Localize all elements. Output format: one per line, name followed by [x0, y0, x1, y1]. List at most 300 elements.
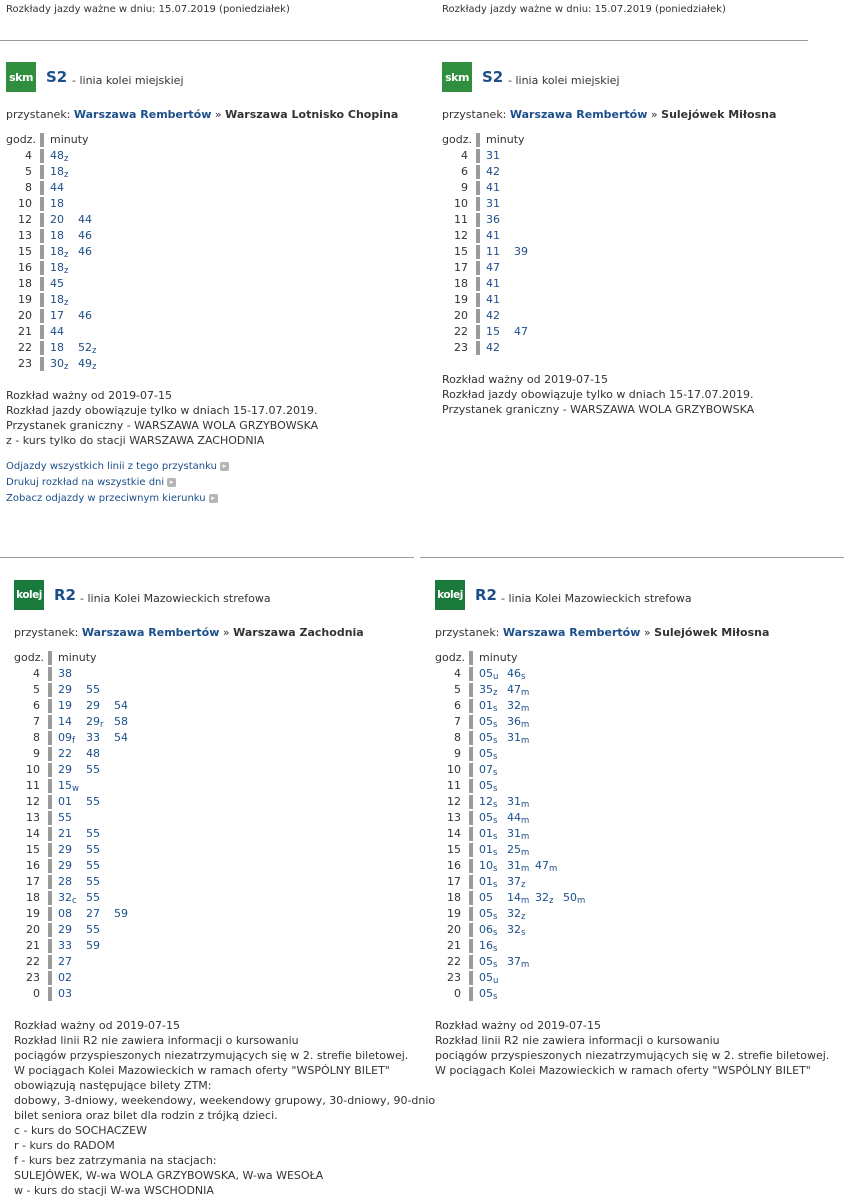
stop-from-link[interactable]: Warszawa Rembertów: [81, 626, 220, 639]
departure-minute-link[interactable]: [486, 292, 500, 308]
table-row: [435, 714, 840, 730]
departure-hour: 8: [454, 731, 461, 744]
line-header: [442, 62, 842, 94]
departure-minute-link[interactable]: [50, 196, 64, 212]
minute-value: 27: [86, 907, 100, 920]
departure-minute-link[interactable]: [86, 922, 100, 938]
table-header: [14, 650, 424, 666]
departure-minute-link[interactable]: [514, 244, 528, 260]
stop-to: Warszawa Lotnisko Chopina: [225, 108, 399, 121]
minute-value: 32: [507, 699, 521, 712]
departure-minute-link[interactable]: [86, 746, 100, 762]
minute-column-header: minuty: [50, 133, 89, 146]
stop-to: Sulejówek Miłosna: [654, 626, 770, 639]
table-row: [435, 986, 840, 1002]
minute-mark: z: [64, 250, 69, 260]
departure-minute-link[interactable]: [86, 698, 100, 714]
stop-from-link[interactable]: Warszawa Rembertów: [73, 108, 212, 121]
departure-minute-link[interactable]: [78, 212, 92, 228]
minute-value: 46: [78, 245, 92, 258]
departure-hour: 8: [25, 181, 32, 194]
minute-value: 41: [486, 229, 500, 242]
departure-minute-link[interactable]: [58, 954, 72, 970]
departure-minute-link[interactable]: [50, 308, 64, 324]
validity-notice-right: Rozkłady jazdy ważne w dniu: 15.07.2019 (poniedziałek): [442, 4, 726, 15]
action-link[interactable]: Zobacz odjazdy w przeciwnym kierunku: [6, 493, 206, 504]
departure-hour: 8: [33, 731, 40, 744]
departure-minute-link[interactable]: [479, 698, 497, 715]
line-description: - linia Kolei Mazowieckich strefowa: [501, 592, 692, 605]
departure-hour: 20: [26, 923, 40, 936]
table-row: [14, 778, 424, 794]
divider-middle-left: [0, 557, 414, 558]
departure-minute-link[interactable]: [486, 244, 500, 260]
column-separator: [469, 875, 473, 889]
departure-minute-link[interactable]: [479, 938, 497, 955]
table-row: [435, 922, 840, 938]
column-separator: [469, 715, 473, 729]
column-separator: [469, 699, 473, 713]
column-separator: [40, 181, 44, 195]
column-separator: [476, 261, 480, 275]
departure-minute-link[interactable]: [479, 826, 497, 843]
departure-minute-link[interactable]: [507, 890, 529, 907]
departure-minute-link[interactable]: [479, 986, 497, 1003]
minute-value: 29: [86, 699, 100, 712]
departure-minute-link[interactable]: [486, 212, 500, 228]
column-separator: [469, 971, 473, 985]
minute-mark: m: [521, 800, 530, 810]
minute-value: 06: [479, 923, 493, 936]
departure-minute-link[interactable]: [479, 666, 498, 683]
departure-minute-link[interactable]: [507, 730, 529, 747]
departure-minute-link[interactable]: [86, 874, 100, 890]
minute-mark: z: [92, 346, 97, 356]
minute-value: 09: [58, 731, 72, 744]
minute-value: 52: [78, 341, 92, 354]
departure-minute-link[interactable]: [479, 970, 498, 987]
table-row: [435, 954, 840, 970]
departure-minute-link[interactable]: [78, 308, 92, 324]
minute-value: 44: [507, 811, 521, 824]
departure-minute-link[interactable]: [507, 698, 529, 715]
departure-minute-link[interactable]: [86, 794, 100, 810]
stop-label: przystanek:: [435, 626, 500, 639]
departure-minute-link[interactable]: [507, 794, 529, 811]
departure-minute-link[interactable]: [507, 906, 525, 923]
table-row: [14, 986, 424, 1002]
departure-minute-link[interactable]: [507, 714, 529, 731]
departure-minute-link[interactable]: [50, 292, 68, 309]
column-separator: [476, 149, 480, 163]
table-row: [435, 826, 840, 842]
note-line: Rozkład ważny od 2019-07-15: [6, 389, 172, 402]
minute-value: 47: [514, 325, 528, 338]
departure-minute-link[interactable]: [507, 682, 529, 699]
table-row: [435, 890, 840, 906]
minute-value: 27: [58, 955, 72, 968]
column-separator: [48, 859, 52, 873]
table-header: [6, 132, 426, 148]
minute-value: 05: [479, 779, 493, 792]
minute-value: 03: [58, 987, 72, 1000]
departure-minute-link[interactable]: [507, 842, 529, 859]
departures-table: [6, 132, 426, 372]
minute-mark: s: [493, 800, 498, 810]
table-row: [14, 810, 424, 826]
departure-minute-link[interactable]: [50, 228, 64, 244]
minute-value: 12: [479, 795, 493, 808]
note-line: f - kurs bez zatrzymania na stacjach:: [14, 1154, 217, 1167]
minute-value: 46: [78, 229, 92, 242]
minute-value: 28: [58, 875, 72, 888]
departure-hour: 16: [18, 261, 32, 274]
departure-hour: 15: [18, 245, 32, 258]
departure-minute-link[interactable]: [58, 682, 72, 698]
departure-hour: 4: [33, 667, 40, 680]
departure-minute-link[interactable]: [507, 826, 529, 843]
departure-minute-link[interactable]: [479, 746, 497, 763]
departure-minute-link[interactable]: [507, 810, 529, 827]
table-row: [435, 858, 840, 874]
table-row: [442, 260, 842, 276]
departure-minute-link[interactable]: [50, 356, 68, 373]
departure-minute-link[interactable]: [86, 890, 100, 906]
column-separator: [476, 341, 480, 355]
departure-minute-link[interactable]: [535, 890, 553, 907]
timetable-notes: [14, 1018, 436, 1198]
departure-minute-link[interactable]: [58, 858, 72, 874]
departure-minute-link[interactable]: [78, 244, 92, 260]
column-separator: [48, 843, 52, 857]
column-separator: [476, 229, 480, 243]
departure-minute-link[interactable]: [86, 938, 100, 954]
departure-hour: 9: [461, 181, 468, 194]
departure-minute-link[interactable]: [86, 858, 100, 874]
departure-minute-link[interactable]: [486, 148, 500, 164]
departure-minute-link[interactable]: [78, 340, 96, 357]
departure-minute-link[interactable]: [86, 842, 100, 858]
minute-value: 05: [479, 811, 493, 824]
departure-minute-link[interactable]: [86, 826, 100, 842]
departure-minute-link[interactable]: [58, 778, 79, 795]
minute-value: 05: [479, 747, 493, 760]
departure-minute-link[interactable]: [507, 874, 525, 891]
minute-column-header: minuty: [486, 133, 525, 146]
departure-minute-link[interactable]: [58, 970, 72, 986]
departure-minute-link[interactable]: [58, 762, 72, 778]
departure-minute-link[interactable]: [78, 356, 96, 373]
departure-minute-link[interactable]: [50, 324, 64, 340]
departure-minute-link[interactable]: [486, 196, 500, 212]
column-separator: [469, 923, 473, 937]
minute-value: 55: [86, 683, 100, 696]
stop-to: Sulejówek Miłosna: [661, 108, 777, 121]
departure-hour: 7: [454, 715, 461, 728]
departure-hour: 20: [454, 309, 468, 322]
table-row: [14, 730, 424, 746]
column-separator: [469, 683, 473, 697]
minute-value: 31: [507, 795, 521, 808]
table-header: [442, 132, 842, 148]
table-row: [435, 762, 840, 778]
arrow-right-icon[interactable]: ▸: [209, 494, 218, 503]
departure-minute-link[interactable]: [78, 228, 92, 244]
minute-mark: s: [493, 848, 498, 858]
departure-minute-link[interactable]: [114, 730, 128, 746]
table-row: [14, 874, 424, 890]
action-link-row: [6, 491, 426, 507]
departure-minute-link[interactable]: [479, 906, 497, 923]
table-header: [435, 650, 840, 666]
departure-minute-link[interactable]: [507, 954, 529, 971]
minute-value: 18: [50, 165, 64, 178]
minute-value: 44: [50, 325, 64, 338]
column-separator: [40, 325, 44, 339]
line-header: [435, 580, 840, 612]
column-separator: [476, 133, 480, 147]
column-separator: [40, 341, 44, 355]
stop-label: przystanek:: [6, 108, 71, 121]
departure-minute-link[interactable]: [479, 730, 497, 747]
departure-minute-link[interactable]: [514, 324, 528, 340]
departure-minute-link[interactable]: [58, 874, 72, 890]
action-link[interactable]: Odjazdy wszystkich linii z tego przystanku: [6, 461, 217, 472]
minute-value: 49: [78, 357, 92, 370]
departure-minute-link[interactable]: [114, 698, 128, 714]
departure-minute-link[interactable]: [486, 260, 500, 276]
minute-mark: s: [493, 704, 498, 714]
note-line: z - kurs tylko do stacji WARSZAWA ZACHODNIA: [6, 434, 265, 447]
column-separator: [48, 763, 52, 777]
departure-minute-link[interactable]: [507, 922, 525, 939]
departure-minute-link[interactable]: [479, 714, 497, 731]
table-row: [435, 842, 840, 858]
departure-minute-link[interactable]: [486, 340, 500, 356]
departure-minute-link[interactable]: [479, 682, 497, 699]
minute-value: 17: [50, 309, 64, 322]
column-separator: [48, 827, 52, 841]
minute-value: 10: [479, 859, 493, 872]
departure-minute-link[interactable]: [58, 714, 72, 730]
minute-value: 59: [114, 907, 128, 920]
column-separator: [469, 667, 473, 681]
column-separator: [48, 971, 52, 985]
minute-mark: z: [64, 362, 69, 372]
departure-minute-link[interactable]: [58, 698, 72, 714]
departure-hour: 14: [26, 827, 40, 840]
departure-minute-link[interactable]: [479, 890, 493, 906]
departure-minute-link[interactable]: [486, 308, 500, 324]
departures-table: [14, 650, 424, 1002]
column-separator: [469, 907, 473, 921]
line-number-link[interactable]: R2: [54, 586, 76, 604]
arrow-right-icon[interactable]: ▸: [220, 462, 229, 471]
departure-minute-link[interactable]: [50, 180, 64, 196]
departure-minute-link[interactable]: [479, 794, 497, 811]
note-line: bilet seniora oraz bilet dla rodzin z trójką dzieci.: [14, 1109, 278, 1122]
departure-hour: 6: [461, 165, 468, 178]
departure-hour: 9: [33, 747, 40, 760]
departure-minute-link[interactable]: [114, 906, 128, 922]
departure-hour: 21: [18, 325, 32, 338]
minute-value: 21: [58, 827, 72, 840]
departure-minute-link[interactable]: [479, 842, 497, 859]
column-separator: [40, 357, 44, 371]
minute-value: 59: [86, 939, 100, 952]
column-separator: [40, 261, 44, 275]
line-number-link[interactable]: S2: [482, 68, 504, 86]
stop-from-link[interactable]: Warszawa Rembertów: [502, 626, 641, 639]
departure-minute-link[interactable]: [58, 890, 77, 907]
departure-hour: 5: [33, 683, 40, 696]
minute-value: 54: [114, 699, 128, 712]
departure-minute-link[interactable]: [50, 340, 64, 356]
departure-minute-link[interactable]: [58, 810, 72, 826]
departure-minute-link[interactable]: [58, 730, 75, 747]
departure-minute-link[interactable]: [58, 826, 72, 842]
departure-minute-link[interactable]: [58, 666, 72, 682]
departure-minute-link[interactable]: [563, 890, 585, 907]
table-row: [14, 794, 424, 810]
departure-minute-link[interactable]: [50, 244, 68, 261]
departure-minute-link[interactable]: [486, 228, 500, 244]
departure-minute-link[interactable]: [50, 276, 64, 292]
departure-minute-link[interactable]: [479, 874, 497, 891]
action-link[interactable]: Drukuj rozkład na wszystkie dni: [6, 477, 165, 488]
minute-value: 31: [507, 731, 521, 744]
departure-hour: 4: [454, 667, 461, 680]
departure-minute-link[interactable]: [58, 746, 72, 762]
minute-value: 01: [479, 699, 493, 712]
minute-value: 05: [479, 907, 493, 920]
departure-minute-link[interactable]: [479, 922, 497, 939]
departure-minute-link[interactable]: [50, 164, 68, 181]
minute-mark: m: [521, 688, 530, 698]
departure-minute-link[interactable]: [507, 858, 529, 875]
column-separator: [48, 667, 52, 681]
column-separator: [476, 277, 480, 291]
column-separator: [469, 747, 473, 761]
minute-mark: m: [521, 896, 530, 906]
minute-value: 47: [486, 261, 500, 274]
departure-hour: 5: [25, 165, 32, 178]
departure-hour: 19: [18, 293, 32, 306]
departure-minute-link[interactable]: [486, 180, 500, 196]
timetable-notes: [6, 388, 426, 448]
departure-hour: 0: [33, 987, 40, 1000]
table-row: [14, 682, 424, 698]
minute-value: 55: [86, 923, 100, 936]
table-row: [14, 746, 424, 762]
departure-minute-link[interactable]: [486, 164, 500, 180]
departure-minute-link[interactable]: [479, 762, 497, 779]
column-separator: [48, 683, 52, 697]
note-line: obowiązują następujące bilety ZTM:: [14, 1079, 212, 1092]
departure-minute-link[interactable]: [50, 260, 68, 277]
departure-minute-link[interactable]: [479, 954, 497, 971]
departure-minute-link[interactable]: [479, 810, 497, 827]
stop-from-link[interactable]: Warszawa Rembertów: [509, 108, 648, 121]
minute-column-header: minuty: [479, 651, 518, 664]
minute-value: 01: [479, 827, 493, 840]
column-separator: [48, 907, 52, 921]
line-number-link[interactable]: R2: [475, 586, 497, 604]
departure-minute-link[interactable]: [86, 730, 100, 746]
minute-mark: s: [493, 736, 498, 746]
note-line: SULEJÓWEK, W-wa WOLA GRZYBOWSKA, W-wa WESOŁA: [14, 1169, 324, 1182]
minute-value: 48: [50, 149, 64, 162]
minute-value: 29: [86, 715, 100, 728]
departure-minute-link[interactable]: [86, 682, 100, 698]
timetable-notes: [435, 1018, 840, 1078]
divider-top: [0, 40, 808, 41]
minute-value: 31: [486, 197, 500, 210]
minute-value: 05: [479, 731, 493, 744]
column-separator: [40, 309, 44, 323]
table-row: [442, 212, 842, 228]
minute-value: 36: [507, 715, 521, 728]
departure-minute-link[interactable]: [479, 858, 497, 875]
table-row: [14, 954, 424, 970]
departure-minute-link[interactable]: [58, 794, 72, 810]
departure-minute-link[interactable]: [86, 906, 100, 922]
skm-logo: skm: [442, 62, 472, 92]
arrow-right-icon[interactable]: ▸: [167, 478, 176, 487]
departure-minute-link[interactable]: [86, 762, 100, 778]
stop-separator: »: [643, 626, 651, 639]
departure-minute-link[interactable]: [58, 986, 72, 1002]
minute-mark: s: [493, 960, 498, 970]
minute-mark: s: [493, 784, 498, 794]
departure-minute-link[interactable]: [58, 842, 72, 858]
departures-table: [442, 132, 842, 356]
table-row: [435, 794, 840, 810]
departure-minute-link[interactable]: [479, 778, 497, 795]
minute-column-header: minuty: [58, 651, 97, 664]
column-separator: [469, 651, 473, 665]
minute-value: 37: [507, 955, 521, 968]
departure-hour: 14: [447, 827, 461, 840]
departure-minute-link[interactable]: [486, 276, 500, 292]
minute-mark: s: [493, 752, 498, 762]
column-separator: [476, 165, 480, 179]
departure-minute-link[interactable]: [58, 938, 72, 954]
departure-minute-link[interactable]: [50, 148, 68, 165]
table-row: [435, 970, 840, 986]
departure-minute-link[interactable]: [535, 858, 557, 875]
hour-column-header: godz.: [442, 133, 472, 146]
departure-hour: 22: [454, 325, 468, 338]
departure-minute-link[interactable]: [486, 324, 500, 340]
departure-minute-link[interactable]: [86, 714, 104, 731]
minute-mark: m: [521, 736, 530, 746]
departure-minute-link[interactable]: [507, 666, 525, 683]
departure-hour: 13: [18, 229, 32, 242]
departure-minute-link[interactable]: [58, 922, 72, 938]
departure-minute-link[interactable]: [50, 212, 64, 228]
column-separator: [40, 213, 44, 227]
minute-mark: m: [521, 864, 530, 874]
line-description: - linia Kolei Mazowieckich strefowa: [80, 592, 271, 605]
minute-value: 44: [50, 181, 64, 194]
line-number-link[interactable]: S2: [46, 68, 68, 86]
departure-hour: 15: [26, 843, 40, 856]
departure-hour: 23: [18, 357, 32, 370]
departure-minute-link[interactable]: [114, 714, 128, 730]
note-line: Rozkład jazdy obowiązuje tylko w dniach 15-17.07.2019.: [6, 404, 318, 417]
departure-minute-link[interactable]: [58, 906, 72, 922]
